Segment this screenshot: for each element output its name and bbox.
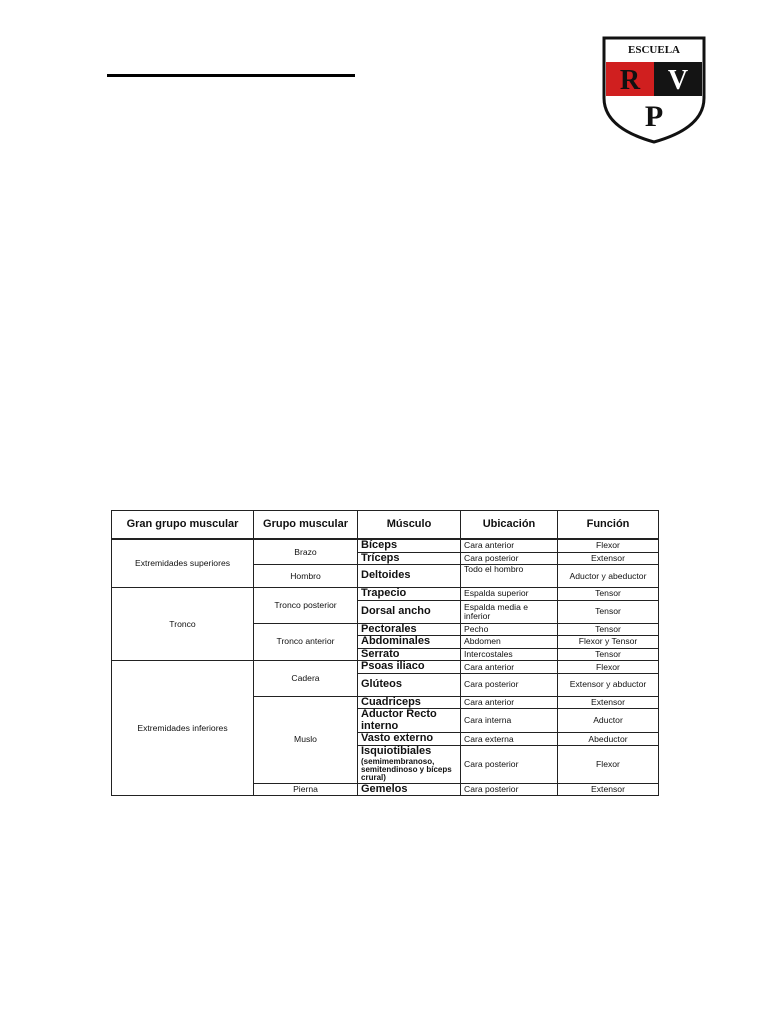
subgroup-cell: Pierna [254, 783, 358, 796]
function-cell: Flexor [558, 661, 659, 674]
subgroup-cell: Muslo [254, 696, 358, 783]
function-cell: Tensor [558, 648, 659, 661]
function-cell: Flexor [558, 746, 659, 784]
muscle-table [111, 510, 659, 796]
muscle-cell: Tríceps [358, 552, 461, 565]
location-cell: Cara posterior [461, 746, 558, 784]
school-logo [600, 36, 708, 144]
muscle-cell: Dorsal ancho [358, 600, 461, 623]
function-cell: Extensor [558, 552, 659, 565]
location-cell: Pecho [461, 623, 558, 636]
table-row [112, 588, 659, 601]
location-cell: Cara externa [461, 733, 558, 746]
function-cell: Flexor [558, 539, 659, 552]
logo-letter-p: P [644, 100, 664, 133]
muscle-cell: Cuadriceps [358, 696, 461, 709]
muscle-cell: Gemelos [358, 783, 461, 796]
function-cell: Tensor [558, 623, 659, 636]
logo-letter-v: V [667, 65, 689, 96]
group-cell: Extremidades superiores [112, 539, 254, 588]
muscle-cell [358, 746, 461, 784]
header-gran-grupo: Gran grupo muscular [112, 511, 254, 540]
location-cell: Espalda media e inferior [461, 600, 558, 623]
location-cell: Cara anterior [461, 539, 558, 552]
school-crest-icon [600, 36, 708, 144]
location-cell: Cara posterior [461, 783, 558, 796]
location-cell: Espalda superior [461, 588, 558, 601]
group-cell: Extremidades inferiores [112, 661, 254, 796]
location-cell: Cara posterior [461, 673, 558, 696]
header-rule [107, 74, 355, 77]
header-musculo: Músculo [358, 511, 461, 540]
location-cell: Cara anterior [461, 696, 558, 709]
function-cell: Extensor [558, 783, 659, 796]
muscle-cell: Psoas iliaco [358, 661, 461, 674]
function-cell: Extensor y abductor [558, 673, 659, 696]
muscle-cell: Glúteos [358, 673, 461, 696]
table-row [112, 539, 659, 552]
muscle-cell: Vasto externo [358, 733, 461, 746]
function-cell: Flexor y Tensor [558, 636, 659, 649]
group-cell: Tronco [112, 588, 254, 661]
function-cell: Abeductor [558, 733, 659, 746]
header-funcion: Función [558, 511, 659, 540]
muscle-cell: Trapecio [358, 588, 461, 601]
muscle-cell: Pectorales [358, 623, 461, 636]
subgroup-cell: Tronco anterior [254, 623, 358, 661]
location-cell: Cara interna [461, 709, 558, 733]
muscle-cell: Aductor Recto interno [358, 709, 461, 733]
function-cell: Tensor [558, 588, 659, 601]
location-cell: Abdomen [461, 636, 558, 649]
subgroup-cell: Tronco posterior [254, 588, 358, 624]
location-cell: Todo el hombro [461, 565, 558, 588]
muscle-cell: Serrato [358, 648, 461, 661]
location-cell: Cara posterior [461, 552, 558, 565]
table-row [112, 661, 659, 674]
muscle-cell: Abdominales [358, 636, 461, 649]
muscle-name: Isquiotibiales [361, 745, 432, 758]
subgroup-cell: Hombro [254, 565, 358, 588]
function-cell: Tensor [558, 600, 659, 623]
location-cell: Cara anterior [461, 661, 558, 674]
location-cell: Intercostales [461, 648, 558, 661]
muscle-detail: (semimembranoso, semitendinoso y bíceps crural) [361, 756, 452, 783]
function-cell: Aductor y abeductor [558, 565, 659, 588]
subgroup-cell: Brazo [254, 539, 358, 565]
table-header-row [112, 511, 659, 540]
subgroup-cell: Cadera [254, 661, 358, 697]
header-grupo: Grupo muscular [254, 511, 358, 540]
header-ubicacion: Ubicación [461, 511, 558, 540]
logo-letter-r: R [619, 65, 641, 96]
muscle-cell: Deltoides [358, 565, 461, 588]
muscle-cell: Bíceps [358, 539, 461, 552]
logo-top-text: ESCUELA [628, 44, 680, 56]
function-cell: Aductor [558, 709, 659, 733]
function-cell: Extensor [558, 696, 659, 709]
